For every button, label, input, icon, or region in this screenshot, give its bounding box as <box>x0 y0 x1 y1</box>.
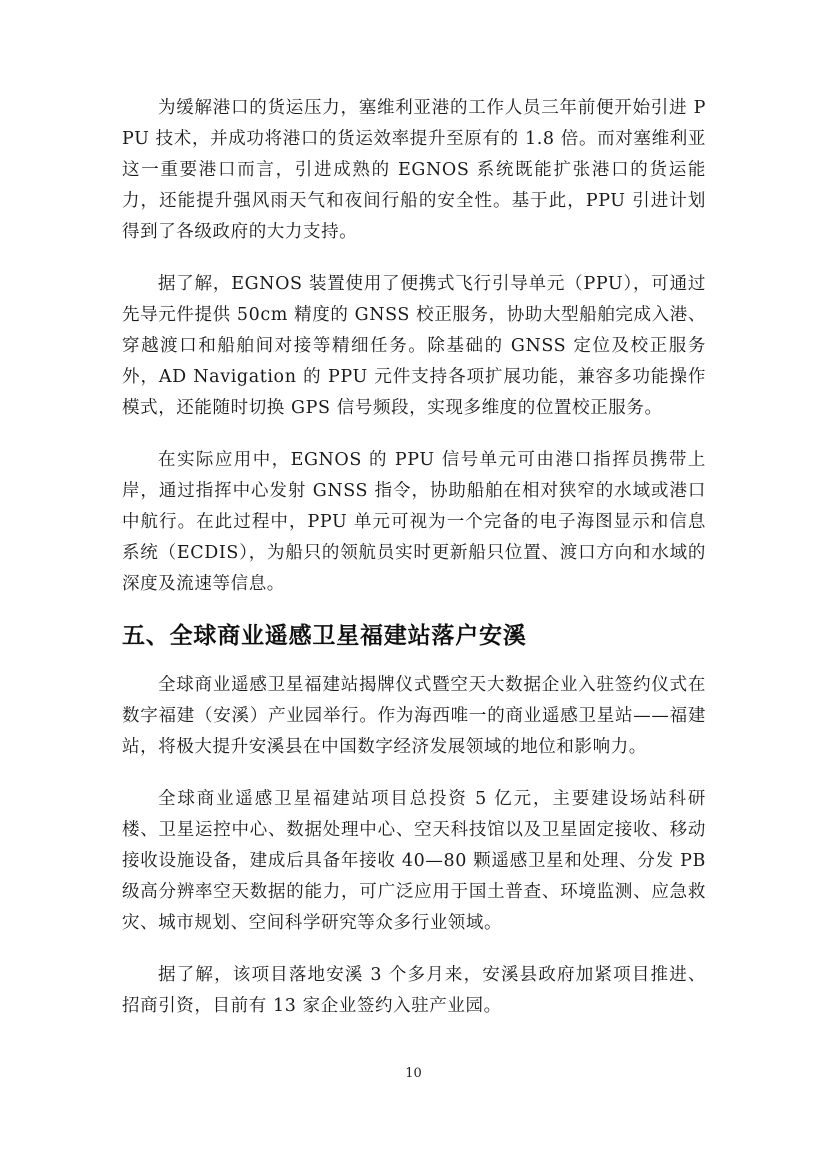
body-paragraph: 据了解，该项目落地安溪 3 个多月来，安溪县政府加紧项目推进、招商引资，目前有 13 家企业签约入驻产业园。 <box>122 965 706 1016</box>
body-paragraph: 全球商业遥感卫星福建站项目总投资 5 亿元，主要建设场站科研楼、卫星运控中心、数据处理中心、空天科技馆以及卫星固定接收、移动接收设施设备，建成后具备年接收 40—80 颗遥感卫星和处理、分发 PB 级高分辨率空天数据的能力，可广泛应用于国土普查、环境监测、应急救灾、城市规划、空间科学研究等众多行业领域。 <box>122 789 706 933</box>
body-paragraph: 在实际应用中，EGNOS 的 PPU 信号单元可由港口指挥员携带上岸，通过指挥中心发射 GNSS 指令，协助船舶在相对狭窄的水域或港口中航行。在此过程中，PPU 单元可视为一个完备的电子海图显示和信息系统（ECDIS），为船只的领航员实时更新船只位置、渡口方向和水域的深度及流速等信息。 <box>122 450 706 594</box>
body-paragraph: 全球商业遥感卫星福建站揭牌仪式暨空天大数据企业入驻签约仪式在数字福建（安溪）产业园举行。作为海西唯一的商业遥感卫星站——福建站，将极大提升安溪县在中国数字经济发展领域的地位和影响力。 <box>122 675 706 757</box>
body-paragraph: 为缓解港口的货运压力，塞维利亚港的工作人员三年前便开始引进 PPU 技术，并成功将港口的货运效率提升至原有的 1.8 倍。而对塞维利亚这一重要港口而言，引进成熟的 EGNOS 系统既能扩张港口的货运能力，还能提升强风雨天气和夜间行船的安全性。基于此，PPU 引进计划得到了各级政府的大力支持。 <box>122 98 706 242</box>
page-number: 10 <box>405 1066 422 1081</box>
section-heading: 五、全球商业遥感卫星福建站落户安溪 <box>122 623 527 649</box>
document-body <box>122 93 706 1042</box>
body-paragraph: 据了解，EGNOS 装置使用了便携式飞行引导单元（PPU），可通过先导元件提供 50cm 精度的 GNSS 校正服务，协助大型船舶完成入港、穿越渡口和船舶间对接等精细任务。除基础的 GNSS 定位及校正服务外，AD Navigation 的 PPU 元件支持各项扩展功能，兼容多功能操作模式，还能随时切换 GPS 信号频段，实现多维度的位置校正服务。 <box>122 274 706 418</box>
